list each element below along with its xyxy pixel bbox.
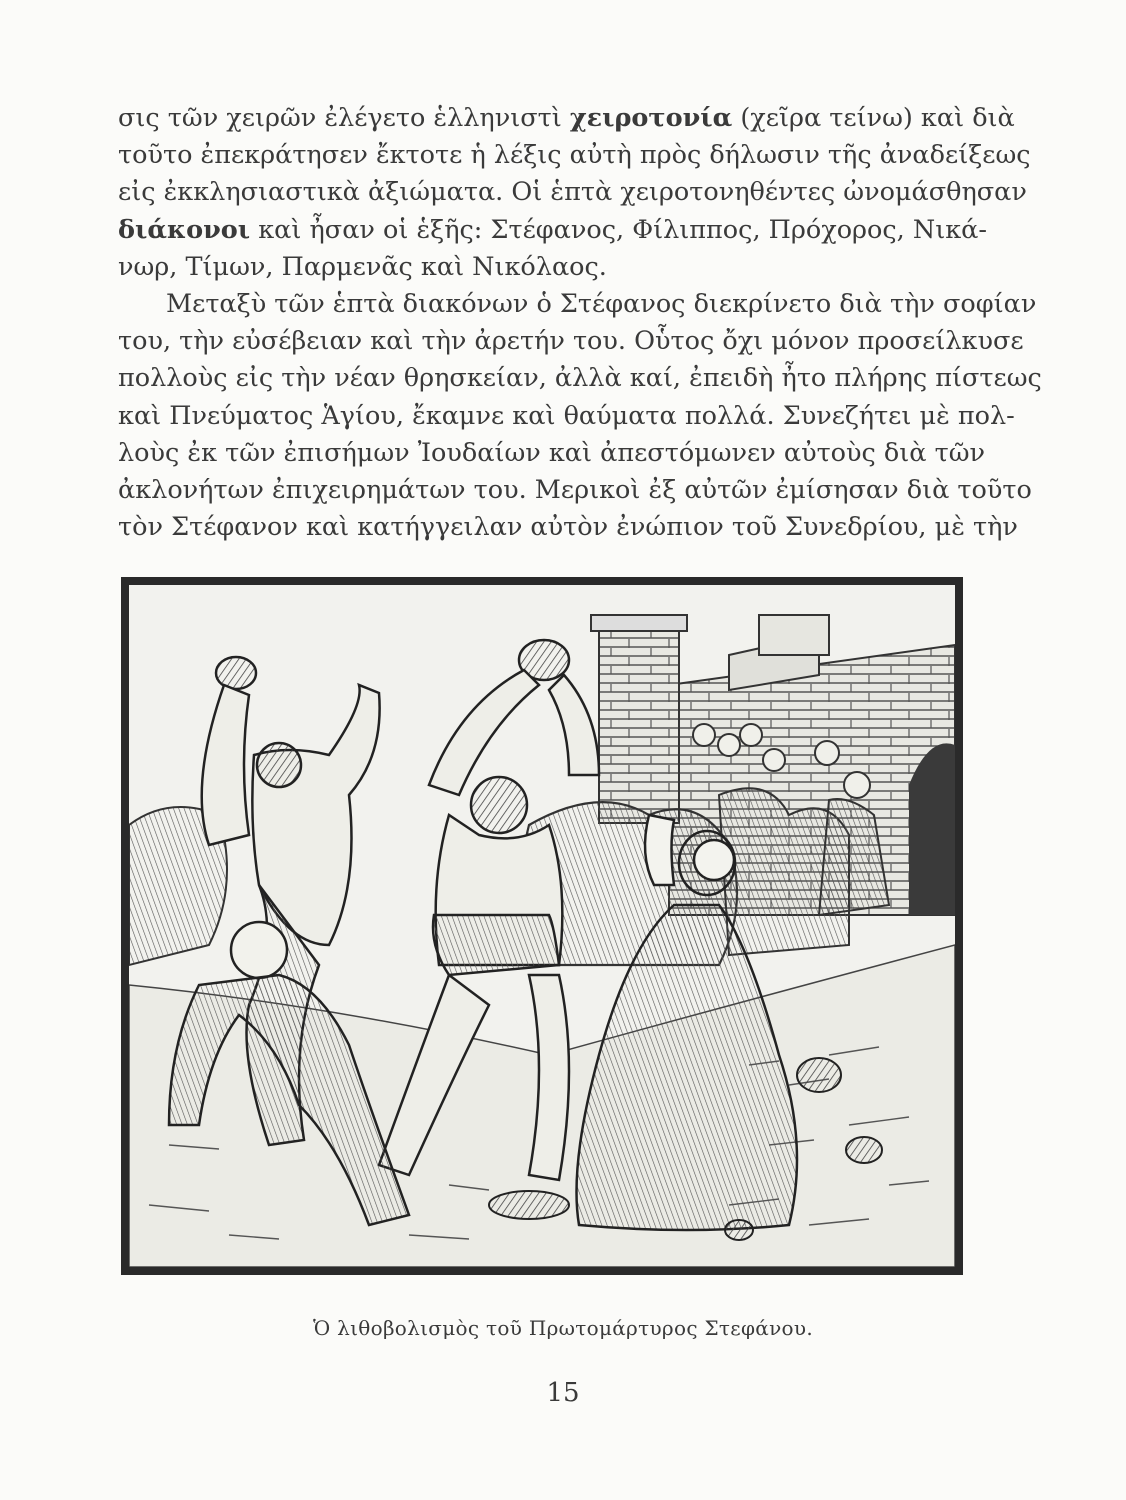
text-line: Μεταξὺ τῶν ἑπτὰ διακόνων ὁ Στέφανος διεκρίνετο διὰ τὴν σοφίαν [166, 289, 1037, 320]
figure-caption: Ὁ λιθοβολισμὸς τοῦ Πρωτομάρτυρος Στεφάνου. [313, 1316, 813, 1340]
text-line: λοὺς ἐκ τῶν ἐπισήμων Ἰουδαίων καὶ ἀπεστόμωνεν αὐτοὺς διὰ τῶν [118, 437, 985, 468]
text-line: του, τὴν εὐσέβειαν καὶ τὴν ἀρετήν του. Οὗτος ὄχι μόνον προσείλκυσε [118, 326, 1024, 357]
text-line: καὶ Πνεύματος Ἁγίου, ἔκαμνε καὶ θαύματα πολλά. Συνεζήτει μὲ πολ- [118, 400, 1015, 431]
term-diakonoi: διάκονοι [118, 214, 251, 245]
paragraph-1 [118, 100, 1031, 286]
paragraph-2 [118, 286, 1042, 546]
text-line: τοῦτο ἐπεκράτησεν ἔκτοτε ἡ λέξις αὐτὴ πρὸς δήλωσιν τῆς ἀναδείξεως [118, 140, 1031, 171]
text-line [118, 100, 1015, 137]
term-cheirotonia: χειροτονία [569, 103, 733, 133]
text-line: τὸν Στέφανον καὶ κατήγγειλαν αὐτὸν ἐνώπιον τοῦ Συνεδρίου, μὲ τὴν [118, 512, 1018, 543]
stoning-illustration [121, 577, 963, 1275]
woodcut-engraving [129, 585, 955, 1267]
text-line: πολλοὺς εἰς τὴν νέαν θρησκείαν, ἀλλὰ καί, ἐπειδὴ ἦτο πλήρης πίστεως [118, 363, 1042, 394]
text-run: σις τῶν χειρῶν ἐλέγετο ἑλληνιστὶ [118, 103, 570, 133]
text-run: (χεῖρα τείνω) καὶ διὰ [732, 103, 1015, 133]
page-number: 15 [546, 1378, 580, 1408]
body-text [118, 100, 1042, 546]
text-line: εἰς ἐκκλησιαστικὰ ἀξιώματα. Οἱ ἑπτὰ χειροτονηθέντες ὠνομάσθησαν [118, 177, 1027, 208]
text-line: νωρ, Τίμων, Παρμενᾶς καὶ Νικόλαος. [118, 251, 607, 282]
text-line: ἀκλονήτων ἐπιχειρημάτων του. Μερικοὶ ἐξ αὐτῶν ἐμίσησαν διὰ τοῦτο [118, 475, 1032, 506]
text-line [118, 212, 987, 249]
text-run: καὶ ἦσαν οἱ ἑξῆς: Στέφανος, Φίλιππος, Πρόχορος, Νικά- [250, 214, 987, 245]
